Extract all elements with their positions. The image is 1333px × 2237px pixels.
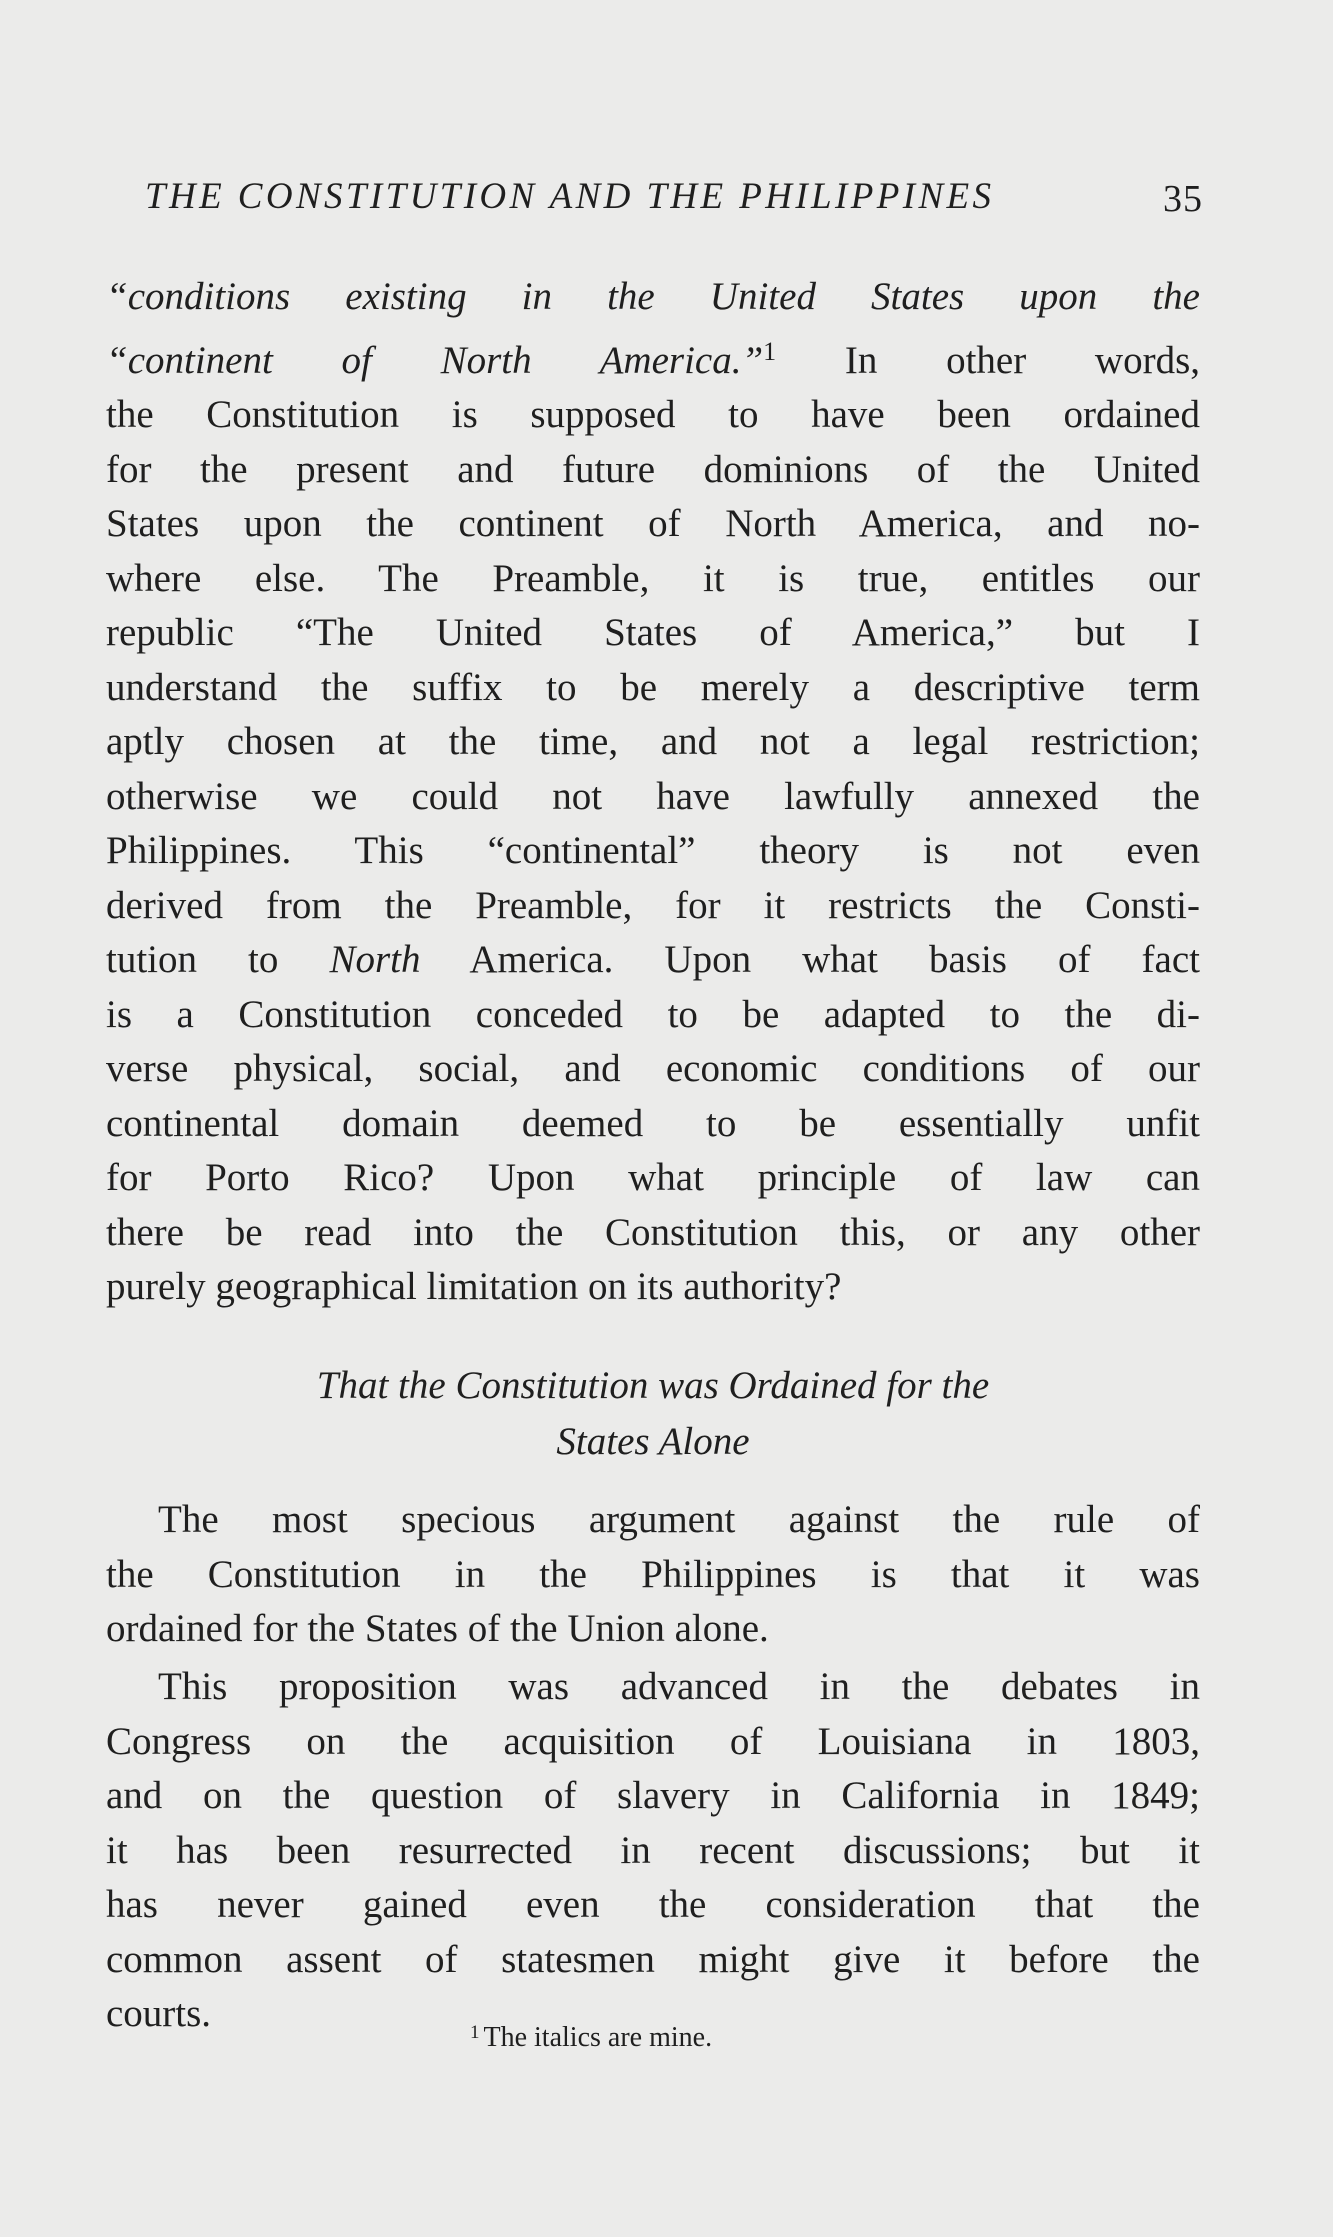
text-fragment: tution to (106, 938, 279, 981)
text-line: the Constitution in the Philippines is that it was (106, 1552, 1200, 1596)
text-line: for Porto Rico? Upon what principle of law can (106, 1156, 1200, 1199)
section-heading-line: That the Constitution was Ordained for the (316, 1364, 990, 1407)
text-line: is a Constitution conceded to be adapted to the di- (106, 992, 1200, 1036)
text-line: ordained for the States of the Union alone. (106, 1607, 769, 1650)
running-head-title: THE CONSTITUTION AND THE PHILIPPINES (145, 176, 995, 217)
footnote-reference: 1 (763, 336, 777, 366)
text-line (106, 270, 1200, 325)
running-head (145, 175, 1207, 235)
paragraph-specious-argument (106, 1493, 1200, 1657)
text-line: has never gained even the consideration that the (106, 1883, 1200, 1926)
italic-quote-line: “continent of North America.” (106, 338, 764, 382)
text-line: Philippines. This “continental” theory is not even (106, 829, 1200, 872)
section-heading (106, 1358, 1200, 1470)
text-line: Congress on the acquisition of Louisiana in 1803, (106, 1719, 1200, 1763)
page-number: 35 (1163, 178, 1203, 220)
text-line: otherwise we could not have lawfully annexed the (106, 774, 1200, 818)
italic-quote-line: “conditions existing in the United States upon the (106, 275, 1200, 318)
text-fragment: America. Upon what basis of fact (469, 938, 1200, 981)
text-line: republic “The United States of America,” but I (106, 611, 1200, 654)
footnote-marker: 1 (470, 2022, 480, 2043)
text-line: courts. (106, 1992, 212, 2035)
text-line: there be read into the Constitution this, or any other (106, 1210, 1200, 1254)
footnote (470, 2022, 712, 2054)
text-line: purely geographical limitation on its authority? (106, 1265, 842, 1308)
text-line: States upon the continent of North America, and no- (106, 502, 1200, 545)
text-line: verse physical, social, and economic conditions of our (106, 1047, 1200, 1090)
text-line: aptly chosen at the time, and not a legal restriction; (106, 720, 1200, 763)
section-heading-line: States Alone (556, 1420, 750, 1463)
footnote-text: The italics are mine. (483, 2022, 713, 2053)
paragraph-continental-theory (106, 270, 1200, 1315)
text-line: understand the suffix to be merely a descriptive term (106, 665, 1200, 709)
paragraph-proposition (106, 1660, 1200, 2042)
text-line: This proposition was advanced in the debates in (158, 1665, 1200, 1708)
text-line: where else. The Preamble, it is true, entitles our (106, 556, 1200, 600)
text-line: derived from the Preamble, for it restricts the Consti- (106, 883, 1200, 927)
text-line: and on the question of slavery in California in 1849; (106, 1774, 1200, 1817)
text-line (106, 933, 1200, 988)
italic-word: North (329, 938, 421, 981)
text-line: common assent of statesmen might give it before the (106, 1937, 1200, 1981)
text-fragment: In other words, (844, 338, 1201, 382)
text-line (106, 325, 1200, 389)
text-line: continental domain deemed to be essentially unfit (106, 1101, 1200, 1145)
text-line: the Constitution is supposed to have been ordained (106, 393, 1200, 436)
text-line: for the present and future dominions of the United (106, 447, 1200, 491)
text-line: The most specious argument against the rule of (158, 1498, 1200, 1541)
text-line: it has been resurrected in recent discussions; but it (106, 1828, 1200, 1872)
